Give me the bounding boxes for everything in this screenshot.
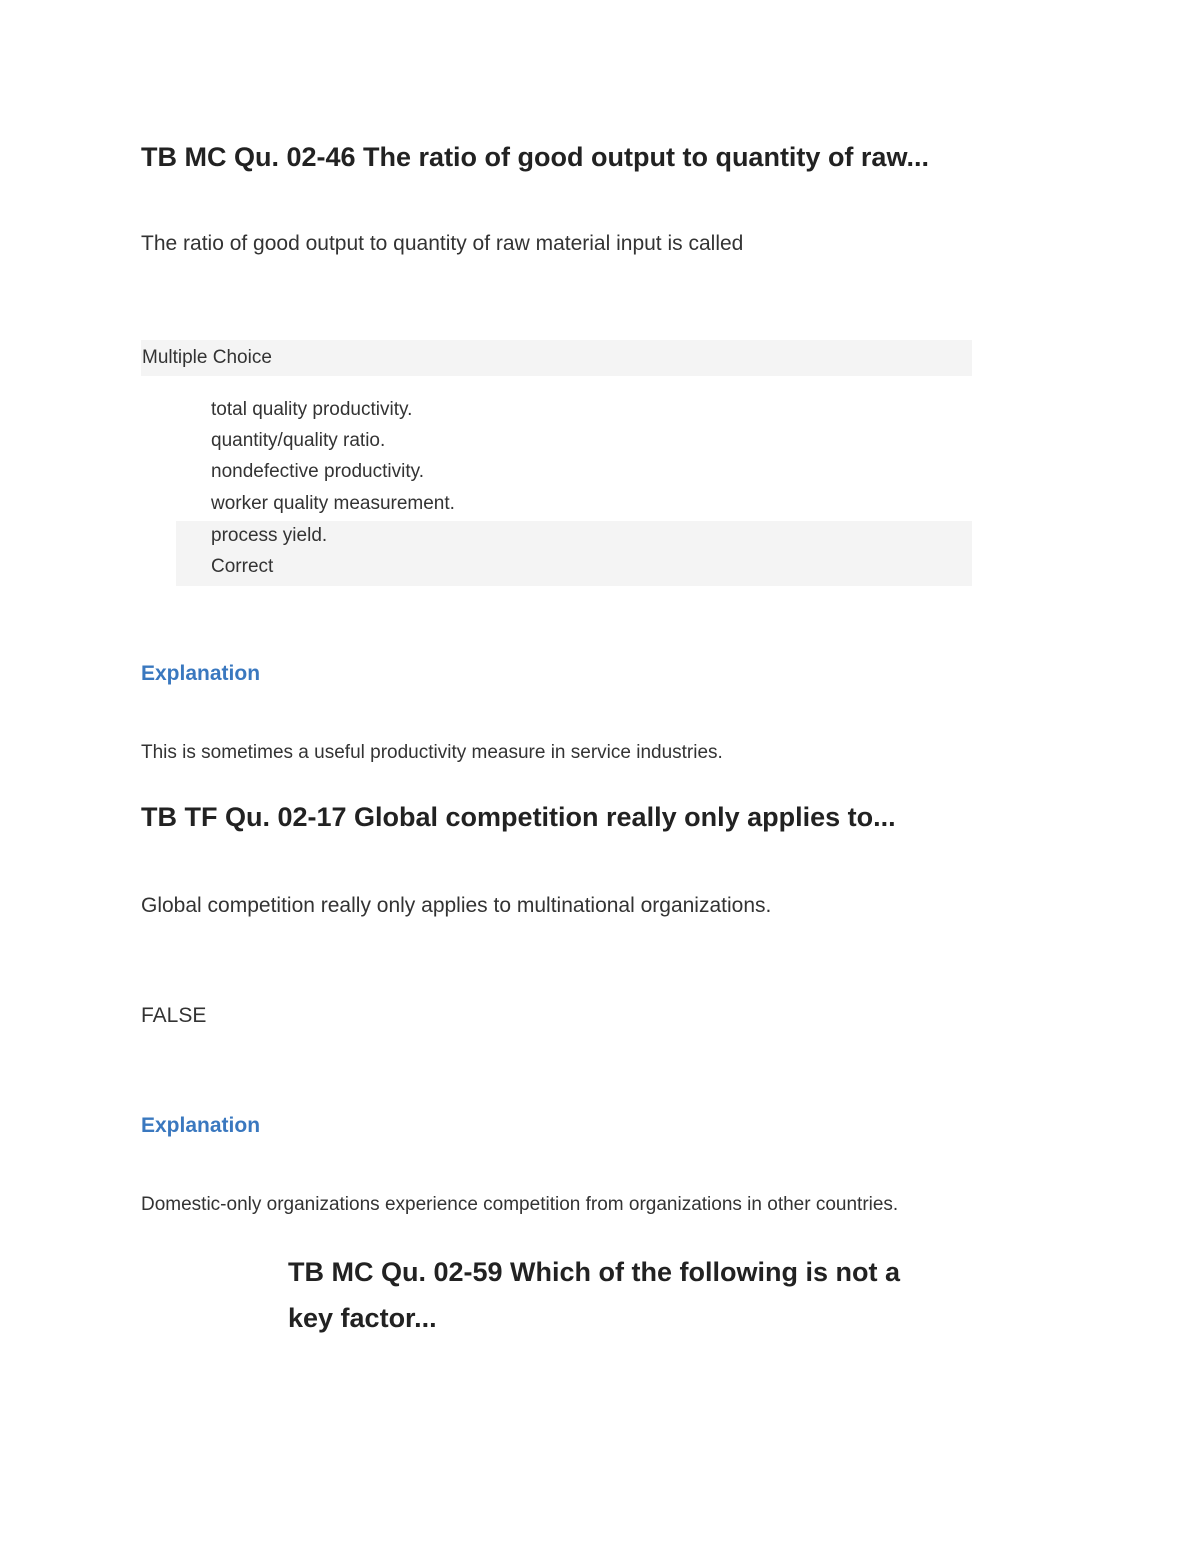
explanation-heading: Explanation (141, 1114, 261, 1137)
question-title: TB TF Qu. 02-17 Global competition really only applies to... (141, 802, 896, 832)
correct-label: Correct (211, 556, 274, 577)
explanation-text: This is sometimes a useful productivity measure in service industries. (141, 742, 723, 763)
question-type-label: Multiple Choice (141, 340, 972, 376)
question-prompt: The ratio of good output to quantity of raw material input is called (141, 232, 744, 255)
explanation-text: Domestic-only organizations experience competition from organizations in other countries. (141, 1194, 899, 1215)
choice-option[interactable]: nondefective productivity. (211, 461, 424, 482)
choice-option[interactable]: quantity/quality ratio. (211, 430, 386, 451)
question-title: TB MC Qu. 02-46 The ratio of good output to quantity of raw... (141, 142, 929, 172)
choice-option[interactable]: total quality productivity. (211, 399, 413, 420)
choice-option-correct[interactable]: process yield. (211, 525, 328, 546)
choice-option[interactable]: worker quality measurement. (211, 493, 455, 514)
explanation-heading: Explanation (141, 662, 261, 685)
question-prompt: Global competition really only applies to multinational organizations. (141, 894, 772, 917)
answer-value: FALSE (141, 1004, 207, 1027)
question-title: TB MC Qu. 02-59 Which of the following is not a key factor... (288, 1257, 900, 1333)
